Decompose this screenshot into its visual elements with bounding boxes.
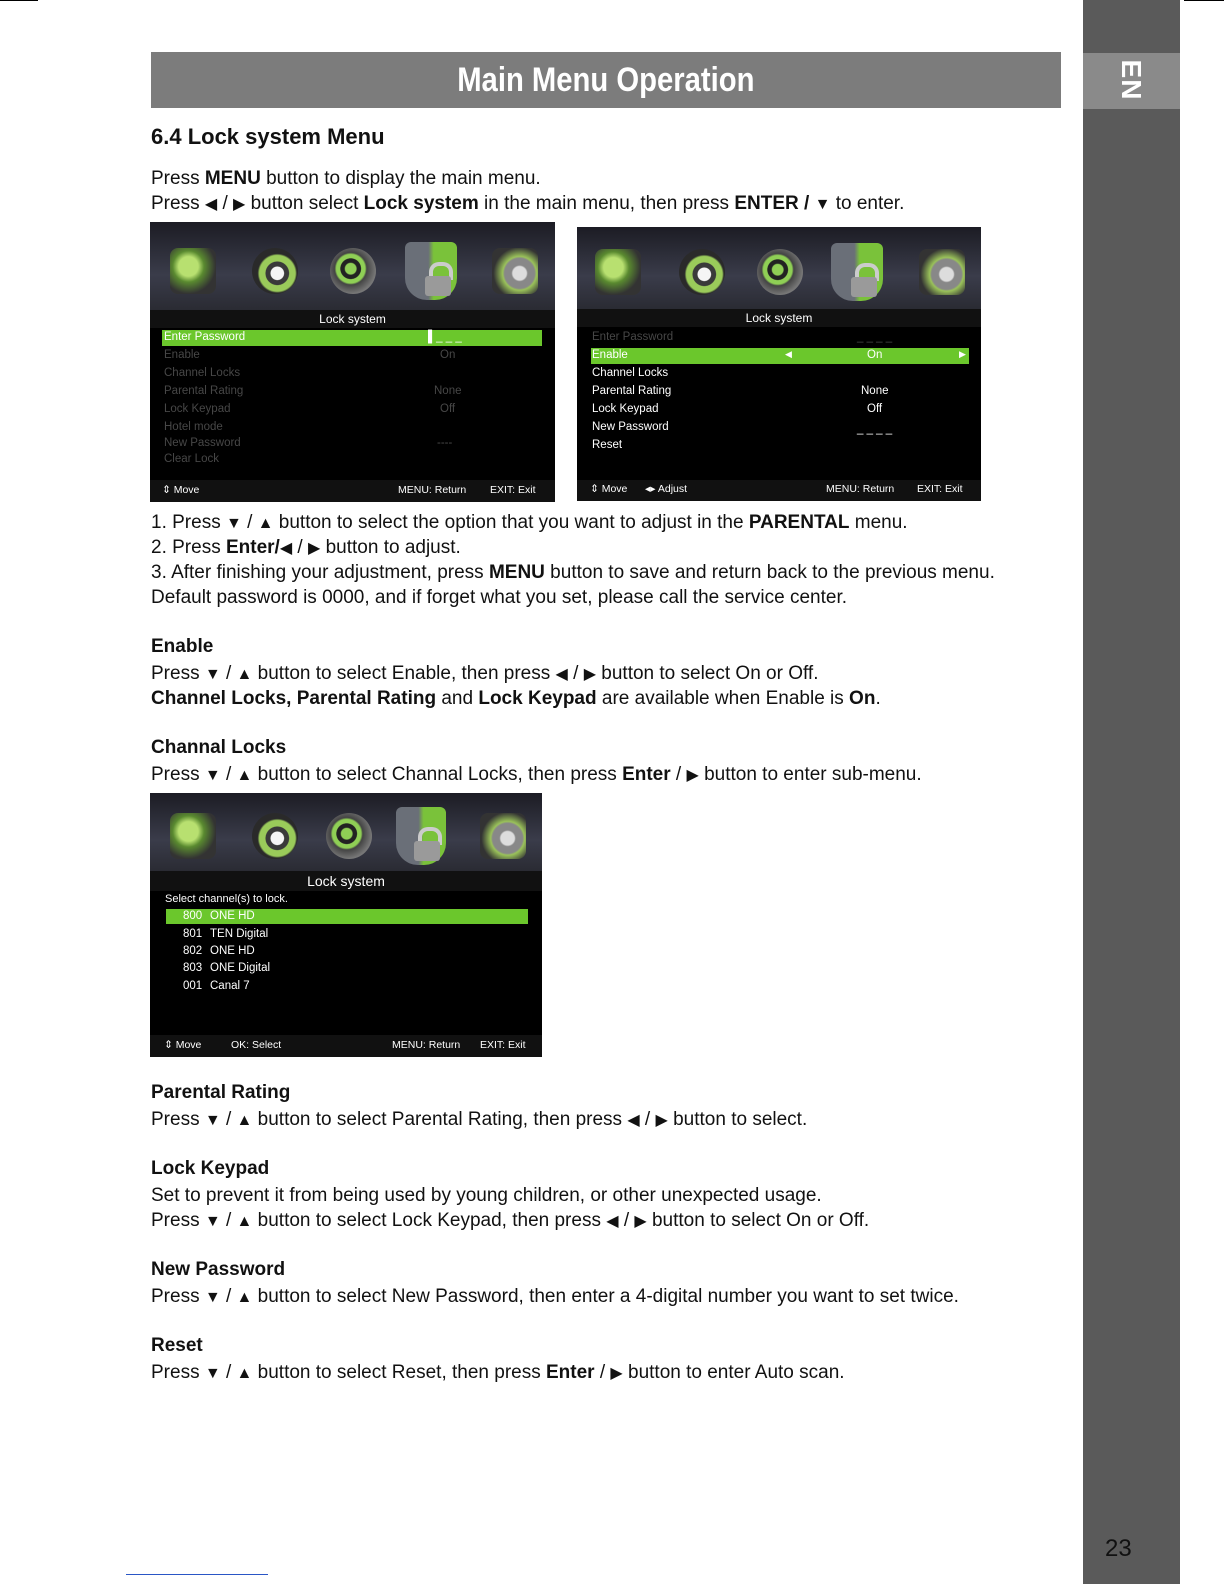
up-arrow-icon: ▲ <box>236 767 253 784</box>
new-password-line: Press ▼ / ▲ button to select New Password, then enter a 4-digital number you want to set twice. <box>151 1286 959 1307</box>
lock-keypad-heading: Lock Keypad <box>151 1158 270 1179</box>
menu-icon-strip <box>150 222 555 310</box>
step-1: 1. Press ▼ / ▲ button to select the option that you want to adjust in the PARENTAL menu. <box>151 512 908 533</box>
down-arrow-icon: ▼ <box>204 1289 221 1306</box>
left-arrow-icon: ◀ <box>627 1112 640 1129</box>
picture-menu-icon <box>170 813 216 859</box>
menu-row-label[interactable]: Hotel mode <box>164 421 223 433</box>
crop-mark-top-right <box>1184 0 1224 1</box>
right-arrow-icon: ▶ <box>583 666 596 683</box>
enable-heading: Enable <box>151 636 214 657</box>
menu-row-label[interactable]: Parental Rating <box>164 385 244 397</box>
right-arrow-icon[interactable]: ▶ <box>959 349 966 359</box>
lock-system-screen-channels <box>150 793 542 1057</box>
footer-exit-hint: EXIT: Exit <box>480 1039 526 1051</box>
down-arrow-icon: ▼ <box>204 1365 221 1382</box>
footer-menu-hint: MENU: Return <box>392 1039 461 1051</box>
menu-row-value: Off <box>440 403 456 415</box>
footer-ok-hint: OK: Select <box>231 1039 282 1051</box>
up-arrow-icon: ▲ <box>236 1365 253 1382</box>
footer-menu-hint: MENU: Return <box>398 484 467 496</box>
channel-menu-icon <box>330 248 376 294</box>
picture-menu-icon <box>595 249 641 295</box>
channel-number[interactable]: 800 <box>183 910 203 922</box>
lock-keypad-line-1: Set to prevent it from being used by young children, or other unexpected usage. <box>151 1185 822 1206</box>
left-arrow-icon: ◀ <box>606 1213 619 1230</box>
lock-system-screen-password <box>150 222 555 502</box>
page-title-bar <box>151 52 1061 108</box>
menu-row-label[interactable]: Enable <box>164 349 200 361</box>
menu-icon-strip <box>577 227 981 309</box>
lock-menu-icon <box>405 242 457 300</box>
channel-menu-icon <box>326 813 372 859</box>
menu-row-label[interactable]: Enter Password <box>164 331 246 343</box>
footer-move-hint: ⇕ Move <box>164 1039 202 1051</box>
sound-menu-icon <box>252 813 298 859</box>
down-arrow-icon: ▼ <box>225 515 242 532</box>
footer-adjust-hint: ◂▸ Adjust <box>645 483 688 495</box>
channel-name[interactable]: ONE Digital <box>210 962 271 974</box>
menu-row-value: None <box>861 385 889 397</box>
menu-row-label[interactable]: New Password <box>164 437 241 449</box>
down-arrow-icon: ▼ <box>204 666 221 683</box>
menu-row-label[interactable]: Enter Password <box>592 331 674 343</box>
left-arrow-icon: ◀ <box>555 666 568 683</box>
up-arrow-icon: ▲ <box>257 515 274 532</box>
footer-rule <box>126 1574 268 1575</box>
down-arrow-icon: ▼ <box>814 196 831 213</box>
right-arrow-icon: ▶ <box>655 1112 668 1129</box>
right-arrow-icon: ▶ <box>233 196 246 213</box>
menu-row-value: _ _ _ _ <box>857 331 893 343</box>
left-arrow-icon: ◀ <box>204 196 218 213</box>
page-number: 23 <box>1105 1535 1132 1562</box>
channel-name[interactable]: Canal 7 <box>210 980 250 992</box>
menu-row-label[interactable]: Lock Keypad <box>592 403 659 415</box>
footer-exit-hint: EXIT: Exit <box>917 483 963 495</box>
lock-system-screen-options <box>577 227 981 501</box>
channel-number[interactable]: 803 <box>183 962 203 974</box>
menu-row-label[interactable]: Channel Locks <box>592 367 669 379</box>
left-arrow-icon: ◀ <box>279 540 293 557</box>
channel-number[interactable]: 801 <box>183 928 203 940</box>
menu-row-value: On <box>440 349 456 361</box>
side-tab <box>1083 0 1180 1584</box>
menu-row-label[interactable]: Channel Locks <box>164 367 241 379</box>
intro-line-1: Press MENU button to display the main menu. <box>151 168 541 189</box>
picture-menu-icon <box>170 248 216 294</box>
menu-title: Lock system <box>577 309 981 327</box>
channel-menu-icon <box>757 249 803 295</box>
menu-title: Lock system <box>150 310 555 328</box>
right-arrow-icon: ▶ <box>308 540 321 557</box>
channel-list-subtitle: Select channel(s) to lock. <box>165 893 288 905</box>
lock-keypad-line-2: Press ▼ / ▲ button to select Lock Keypad, then press ◀ / ▶ button to select On or Off. <box>151 1210 870 1231</box>
menu-row-label[interactable]: Parental Rating <box>592 385 672 397</box>
intro-line-2: Press ◀ / ▶ button select Lock system in the main menu, then press ENTER / ▼ to enter. <box>151 193 905 214</box>
parental-rating-line: Press ▼ / ▲ button to select Parental Rating, then press ◀ / ▶ button to select. <box>151 1109 808 1130</box>
channel-number[interactable]: 802 <box>183 945 203 957</box>
menu-icon-strip <box>150 793 542 871</box>
password-input[interactable]: ▌_ _ _ <box>428 331 462 343</box>
enable-line-1: Press ▼ / ▲ button to select Enable, then press ◀ / ▶ button to select On or Off. <box>151 663 819 684</box>
menu-row-value: None <box>434 385 462 397</box>
up-arrow-icon: ▲ <box>236 1213 253 1230</box>
language-label: EN <box>1116 59 1147 101</box>
channal-locks-heading: Channal Locks <box>151 737 287 758</box>
menu-title: Lock system <box>150 871 542 891</box>
enable-line-2: Channel Locks, Parental Rating and Lock Keypad are available when Enable is On. <box>151 688 881 709</box>
footer-move-hint: ⇕ Move <box>590 483 628 495</box>
default-password-note: Default password is 0000, and if forget what you set, please call the service center. <box>151 587 847 608</box>
step-2: 2. Press Enter/◀ / ▶ button to adjust. <box>151 537 461 558</box>
channel-name[interactable]: ONE HD <box>210 910 255 922</box>
footer-exit-hint: EXIT: Exit <box>490 484 536 496</box>
row-highlight <box>591 348 969 364</box>
step-3: 3. After finishing your adjustment, press MENU button to save and return back to the previous menu. <box>151 562 995 583</box>
menu-row-label[interactable]: Reset <box>592 439 623 451</box>
reset-line: Press ▼ / ▲ button to select Reset, then press Enter / ▶ button to enter Auto scan. <box>151 1362 845 1383</box>
menu-row-value: _ _ _ _ <box>857 423 893 435</box>
lock-menu-icon <box>396 807 446 865</box>
setup-menu-icon <box>919 249 965 295</box>
right-arrow-icon: ▶ <box>686 767 699 784</box>
up-arrow-icon: ▲ <box>236 1112 253 1129</box>
setup-menu-icon <box>480 813 526 859</box>
channel-name[interactable]: TEN Digital <box>210 928 269 940</box>
lock-menu-icon <box>831 243 883 301</box>
menu-row-value: Off <box>867 403 883 415</box>
down-arrow-icon: ▼ <box>204 1112 221 1129</box>
sound-menu-icon <box>679 249 725 295</box>
new-password-heading: New Password <box>151 1259 286 1280</box>
setup-menu-icon <box>492 248 538 294</box>
channal-locks-line: Press ▼ / ▲ button to select Channal Locks, then press Enter / ▶ button to enter sub-menu. <box>151 764 922 785</box>
up-arrow-icon: ▲ <box>236 666 253 683</box>
menu-row-label[interactable]: New Password <box>592 421 669 433</box>
page-title: Main Menu Operation <box>457 60 755 99</box>
section-title: 6.4 Lock system Menu <box>151 124 385 149</box>
footer-menu-hint: MENU: Return <box>826 483 895 495</box>
down-arrow-icon: ▼ <box>204 1213 221 1230</box>
down-arrow-icon: ▼ <box>204 767 221 784</box>
left-arrow-icon[interactable]: ◀ <box>785 349 792 359</box>
footer-move-hint: ⇕ Move <box>162 484 200 496</box>
crop-mark-top-left <box>0 0 38 1</box>
channel-name[interactable]: ONE HD <box>210 945 255 957</box>
menu-row-label[interactable]: Lock Keypad <box>164 403 231 415</box>
sound-menu-icon <box>252 248 298 294</box>
menu-row-label[interactable]: Enable <box>592 349 628 361</box>
menu-row-value: ---- <box>437 437 453 449</box>
right-arrow-icon: ▶ <box>610 1365 623 1382</box>
parental-rating-heading: Parental Rating <box>151 1082 291 1103</box>
up-arrow-icon: ▲ <box>236 1289 253 1306</box>
channel-number[interactable]: 001 <box>183 980 203 992</box>
enable-value: On <box>867 349 883 361</box>
menu-row-label[interactable]: Clear Lock <box>164 453 219 465</box>
reset-heading: Reset <box>151 1335 203 1356</box>
right-arrow-icon: ▶ <box>634 1213 647 1230</box>
